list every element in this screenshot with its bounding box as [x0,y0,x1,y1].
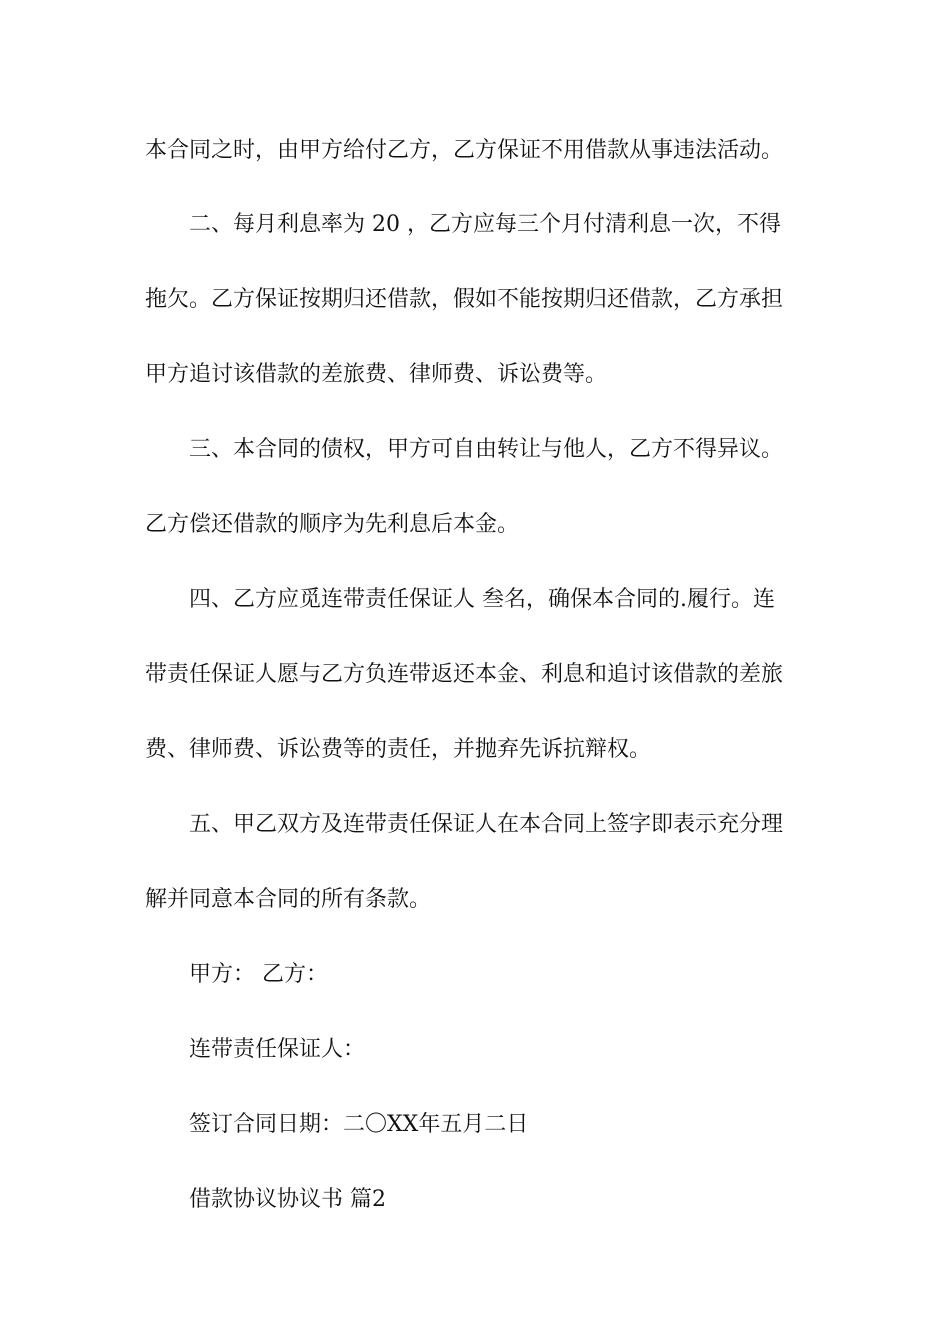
clause-4-line-2: 带责任保证人愿与乙方负连带返还本金、利息和追讨该借款的差旅 [145,662,784,687]
clause-3-line-1: 三、本合同的债权，甲方可自由转让与他人，乙方不得异议。 [189,437,784,462]
clause-5-line-1: 五、甲乙双方及连带责任保证人在本合同上签字即表示充分理 [189,812,784,837]
clause-4-line-3: 费、律师费、诉讼费等的责任，并抛弃先诉抗辩权。 [145,737,652,762]
clause-5-line-2: 解并同意本合同的所有条款。 [145,887,432,912]
guarantor-signature-line: 连带责任保证人： [189,1037,366,1062]
party-signature-line: 甲方： 乙方： [189,962,328,987]
clause-4-line-1: 四、乙方应觅连带责任保证人 叁名，确保本合同的.履行。连 [189,587,775,612]
clause-2-line-2: 拖欠。乙方保证按期归还借款，假如不能按期归还借款，乙方承担 [145,287,784,312]
clause-1-continuation: 本合同之时，由甲方给付乙方，乙方保证不用借款从事违法活动。 [145,138,784,163]
contract-date-line: 签订合同日期：二〇XX年五月二日 [189,1112,529,1137]
clause-2-line-3: 甲方追讨该借款的差旅费、律师费、诉讼费等。 [145,362,608,387]
clause-2-line-1: 二、每月利息率为 20 ，乙方应每三个月付清利息一次，不得 [189,212,781,237]
section-heading: 借款协议协议书 篇2 [189,1187,386,1212]
clause-3-line-2: 乙方偿还借款的顺序为先利息后本金。 [145,512,520,537]
